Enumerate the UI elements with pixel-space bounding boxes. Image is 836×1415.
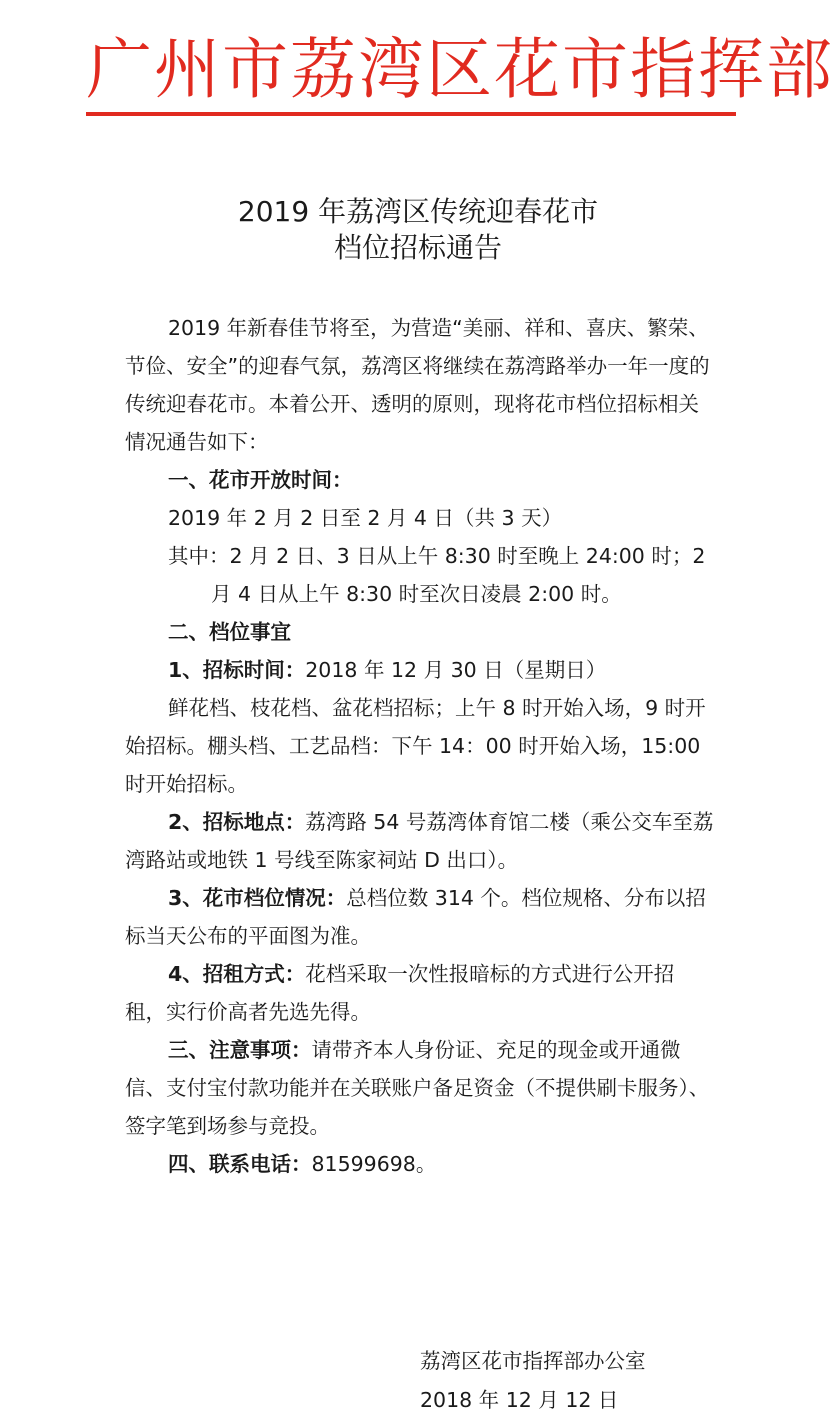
issue-date: 2018 年 12 月 12 日: [420, 1388, 619, 1412]
document-header: [86, 30, 834, 120]
section-1-dates: 2019 年 2 月 2 日至 2 月 4 日（共 3 天）: [168, 506, 563, 530]
section-1-hours: 其中：2 月 2 日、3 日从上午 8:30 时至晚上 24:00 时；2 月 4 日从上午 8:30 时至次日凌晨 2:00 时。: [168, 544, 706, 606]
issuing-org-title: 广州市荔湾区花市指挥部: [86, 31, 834, 108]
section-1-heading: 一、花市开放时间：: [168, 468, 353, 492]
notice-title-line-2: 档位招标通告: [333, 231, 502, 264]
header-red-rule: [86, 112, 736, 116]
item-4-label: 4、招租方式：: [168, 962, 306, 986]
item-1-label: 1、招标时间：: [168, 658, 306, 682]
item-1-detail: 鲜花档、枝花档、盆花档招标；上午 8 时开始入场，9 时开始招标。棚头档、工艺品档：下午 14：00 时开始入场，15:00 时开始招标。: [125, 696, 706, 796]
item-1-value: 2018 年 12 月 30 日（星期日）: [305, 658, 607, 682]
contact-phone: 81599698。: [311, 1152, 437, 1176]
section-3-heading: 三、注意事项：: [168, 1038, 312, 1062]
section-4-contact: [125, 1145, 715, 1183]
item-2-location: [125, 803, 715, 879]
item-2-value: 荔湾路 54 号荔湾体育馆二楼（乘公交车至荔湾路站或地铁 1 号线至陈家祠站 D 出口）。: [125, 810, 714, 872]
item-2-label: 2、招标地点：: [168, 810, 306, 834]
section-3-body: 请带齐本人身份证、充足的现金或开通微信、支付宝付款功能并在关联账户备足资金（不提供刷卡服务）、签字笔到场参与竞投。: [125, 1038, 710, 1138]
item-4-method: [125, 955, 715, 1031]
section-2-heading: 二、档位事宜: [168, 620, 291, 644]
section-4-heading: 四、联系电话：: [168, 1152, 312, 1176]
item-3-stalls: [125, 879, 715, 955]
intro-paragraph: 2019 年新春佳节将至，为营造“美丽、祥和、喜庆、繁荣、节俭、安全”的迎春气氛，荔湾区将继续在荔湾路举办一年一度的传统迎春花市。本着公开、透明的原则，现将花市档位招标相关情况通告如下：: [125, 316, 710, 454]
issuer-signature: 荔湾区花市指挥部办公室: [420, 1349, 646, 1373]
notice-title-line-1: 2019 年荔湾区传统迎春花市: [237, 195, 599, 228]
item-1-time: [125, 651, 715, 689]
item-3-label: 3、花市档位情况：: [168, 886, 347, 910]
notice-body: [125, 309, 715, 1183]
item-4-value: 花档采取一次性报暗标的方式进行公开招租，实行价高者先选先得。: [125, 962, 675, 1024]
section-3-notes: [125, 1031, 715, 1145]
item-3-value: 总档位数 314 个。档位规格、分布以招标当天公布的平面图为准。: [125, 886, 706, 948]
